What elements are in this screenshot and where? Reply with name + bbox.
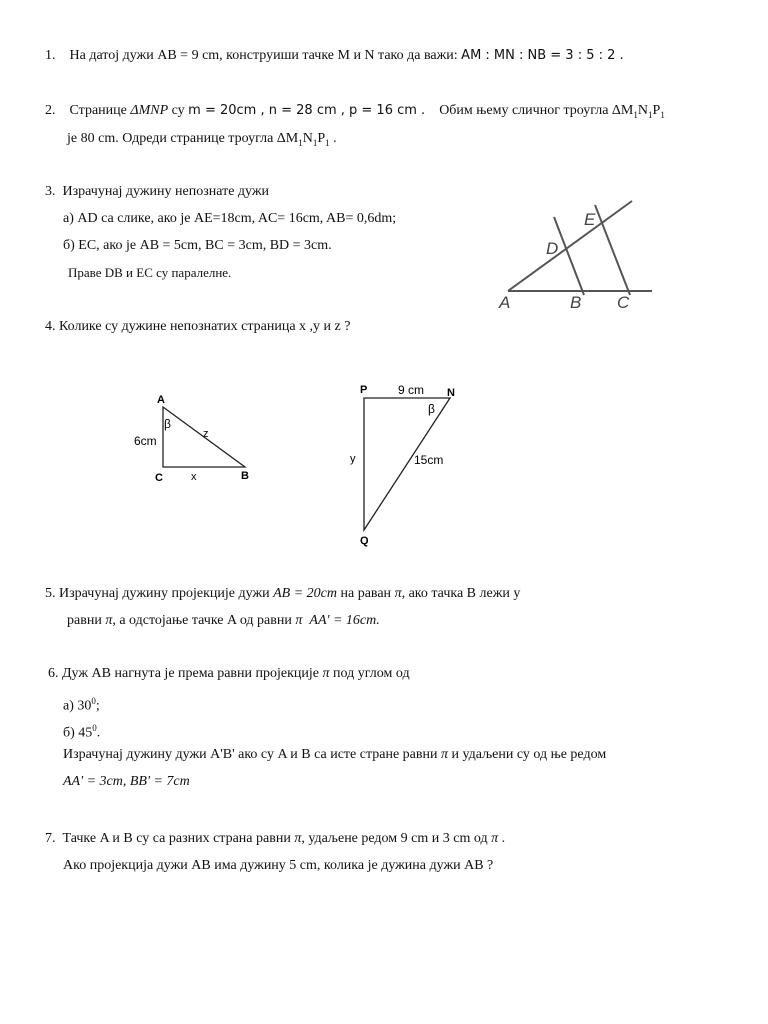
vertex-n: N xyxy=(447,387,455,399)
sub-1: 1 xyxy=(298,137,303,148)
side-y-label: y xyxy=(350,453,356,465)
problem-2-su: су xyxy=(168,103,189,118)
problem-6-a-end: ; xyxy=(95,698,100,714)
problem-4-number: 4. xyxy=(45,319,56,334)
side-pn-label: 9 cm xyxy=(398,383,425,397)
pi-symbol: π xyxy=(491,831,499,846)
problem-6-text-c: Израчунај дужину дужи A'B' ако су A и B са исте стране равни xyxy=(63,747,441,762)
problem-4-title xyxy=(45,318,350,336)
label-c: C xyxy=(617,293,630,312)
problem-3-part-a: а) AD са слике, ако је AE=18cm, AC= 16cm, AB= 0,6dm; xyxy=(63,211,397,226)
problem-6-b-end: . xyxy=(96,725,101,741)
problem-7-text-a: Тачке A и B су са разних страна равни xyxy=(62,831,295,846)
problem-3-part-b: б) EC, ако је AB = 5cm, BC = 3cm, BD = 3cm. xyxy=(63,238,332,253)
problem-7-text-c: . xyxy=(498,831,506,846)
pi-symbol: π xyxy=(105,613,113,628)
problem-7-text-b: , удаљене редом 9 cm и 3 cm од xyxy=(301,831,492,846)
problem-6-number: 6. xyxy=(48,666,59,681)
problem-2-intro: Странице xyxy=(69,103,131,118)
segment-ab-length: AB = 20cm xyxy=(273,586,337,601)
problem-2-number: 2. xyxy=(45,103,56,118)
sub-1: 1 xyxy=(648,109,653,120)
problem-6-b-text: б) 45 xyxy=(63,725,93,741)
vertex-a: A xyxy=(157,394,165,406)
vertex-c: C xyxy=(155,472,163,484)
pi-symbol: π xyxy=(394,586,402,601)
problem-2-perimeter-text: Обим њему сличног троугла ΔM xyxy=(439,103,634,118)
line-ae xyxy=(508,201,632,291)
problem-6-text-a: Дуж AB нагнута је према равни пројекције xyxy=(62,666,323,681)
line-db xyxy=(554,217,584,295)
problem-2-line-2-text: је 80 cm. Одреди странице троугла ΔM xyxy=(67,131,299,146)
problem-6-line-1 xyxy=(48,665,410,683)
problem-5-line-1 xyxy=(45,585,520,603)
problem-3-title xyxy=(45,183,269,201)
side-ac-label: 6cm xyxy=(134,434,157,448)
problem-7-number: 7. xyxy=(45,831,56,846)
pi-symbol: π xyxy=(322,666,330,681)
sub-1: 1 xyxy=(660,109,665,120)
sub-1: 1 xyxy=(633,109,638,120)
problem-5-text-a: Израчунај дужину пројекције дужи xyxy=(59,586,274,601)
side-nq-label: 15cm xyxy=(414,453,444,467)
problem-1-number: 1. xyxy=(45,48,56,63)
problem-6-text-d: и удаљени су од ње редом xyxy=(448,747,607,762)
vertex-p: P xyxy=(360,384,368,396)
triangle-abc-figure xyxy=(125,385,265,490)
triangle-mnp: ΔMNP xyxy=(130,103,169,118)
degree-sup: 0 xyxy=(92,723,97,733)
angle-beta-2: β xyxy=(428,402,435,416)
problem-2-sides: m = 20cm , n = 28 cm , p = 16 cm . xyxy=(188,103,426,118)
problem-5-text-e: , а одстојање тачке A од равни xyxy=(112,613,296,628)
angle-beta-1: β xyxy=(164,417,171,431)
problem-2-line-2: је 80 cm. Одреди странице троугла $\Delta M_1N_1P_1$ . xyxy=(67,131,337,148)
problem-5-line-2 xyxy=(67,612,380,630)
problem-2-line-1: 2. Странице ΔMNP су m = 20cm , n = 28 cm , p = 16 cm . Обим њему сличног троугла $\Delta M_1N_1P_1$ xyxy=(45,103,665,120)
problem-1-text: На датој дужи AB = 9 cm, конструиши тачке M и N тако да важи: xyxy=(69,48,462,63)
problem-5-text-d: равни xyxy=(67,613,106,628)
problem-6-a-text: а) 30 xyxy=(63,698,92,714)
problem-3-number: 3. xyxy=(45,184,56,199)
problem-4-title-text: Колике су дужине непознатих страница x ,y и z ? xyxy=(59,319,351,334)
problem-1 xyxy=(45,47,624,65)
degree-sup: 0 xyxy=(91,696,96,706)
vertex-b: B xyxy=(241,470,249,482)
label-e: E xyxy=(584,210,596,229)
sub-1: 1 xyxy=(325,137,330,148)
line-ec xyxy=(595,205,630,295)
label-a: A xyxy=(499,293,511,312)
problem-1-ratio: AM : MN : NB = 3 : 5 : 2 . xyxy=(461,48,624,63)
vertex-q: Q xyxy=(360,535,369,547)
problem-7-line-2: Ако пројекција дужи AB има дужину 5 cm, колика је дужина дужи AB ? xyxy=(63,858,494,873)
triangle-pnq-figure xyxy=(340,380,480,550)
problem-6-part-b xyxy=(63,719,100,743)
pi-symbol: π xyxy=(294,831,302,846)
problem-5-text-c: , ако тачка B лежи у xyxy=(401,586,521,601)
problem-5-number: 5. xyxy=(45,586,56,601)
side-x-label: x xyxy=(191,471,197,483)
problem-5-text-b: на раван xyxy=(337,586,395,601)
problem-7-line-1 xyxy=(45,830,505,848)
label-d: D xyxy=(546,239,559,258)
problem-3-figure xyxy=(490,195,660,315)
pi-symbol: π xyxy=(295,613,303,628)
distance-aa: AA' = 16cm. xyxy=(309,613,380,628)
problem-6-values: AA' = 3cm, BB' = 7cm xyxy=(63,774,190,789)
problem-6-part-a xyxy=(63,692,100,716)
problem-3-note: Праве DB и EC су паралелне. xyxy=(68,265,232,280)
side-z-label: z xyxy=(203,428,209,440)
pi-symbol: π xyxy=(441,747,449,762)
problem-6-line-3 xyxy=(63,746,606,764)
label-b: B xyxy=(570,293,582,312)
problem-3-title-text: Израчунај дужину непознате дужи xyxy=(62,184,270,199)
problem-6-text-b: под углом од xyxy=(329,666,410,681)
sub-1: 1 xyxy=(312,137,318,148)
